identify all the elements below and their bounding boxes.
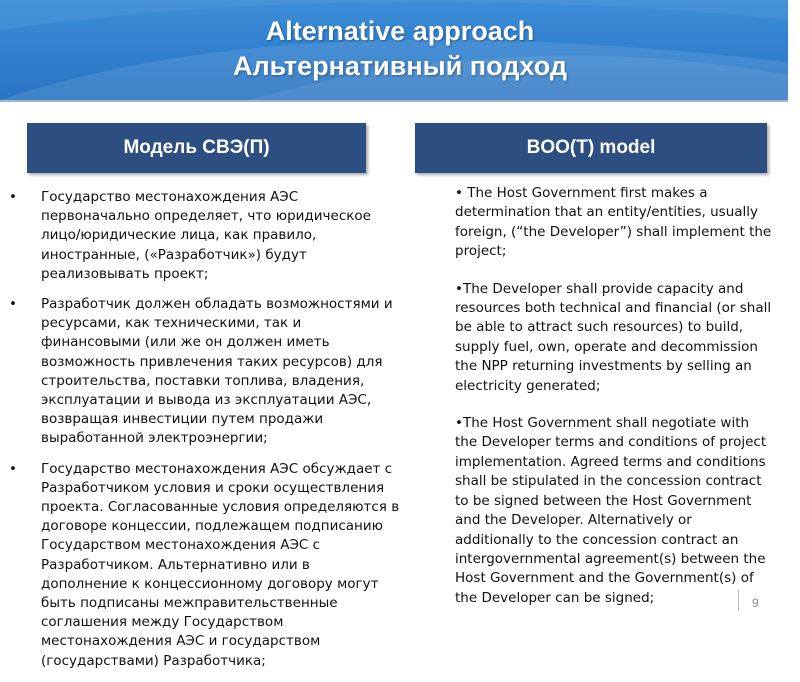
title-english: Alternative approach bbox=[265, 16, 535, 46]
bullet-icon: • bbox=[9, 189, 17, 205]
page-number-divider bbox=[738, 590, 739, 611]
right-list-item: •The Developer shall provide capacity and resources both technical and financial (or shall be able to attract such resources) to build, supply fuel, own, operate and decommission the NPP returning investments by selling an electricity generated; bbox=[455, 280, 772, 394]
left-list-item bbox=[5, 460, 400, 671]
slide-header bbox=[0, 0, 788, 100]
right-list-item: • The Host Government first makes a determination that an entity/entities, usually foreign, (“the Developer”) shall implement the project; bbox=[455, 185, 772, 260]
left-list-item bbox=[5, 295, 400, 449]
right-list-item: •The Host Government shall negotiate with the Developer terms and conditions of project implementation. Agreed terms and conditions shall be stipulated in the concession contract to be signed between the Host Government and the Developer. Alternatively or additionally to the concession contract an intergovernmental agreement(s) between the Host Government and the Government(s) of the Developer can be signed; bbox=[455, 415, 767, 606]
left-column-header: Модель СВЭ(П) bbox=[27, 123, 366, 173]
title-russian: Альтернативный подход bbox=[232, 51, 568, 81]
left-list-item bbox=[5, 188, 400, 284]
left-item-text: Государство местонахождения АЭС первоначально определяет, что юридическое лицо/юридические лица, как правило, иностранные, («Разработчик») будут реализовывать проект; bbox=[41, 189, 371, 282]
header-divider bbox=[0, 100, 788, 102]
right-column-header: BOO(T) model bbox=[415, 123, 767, 173]
right-bullet-list bbox=[455, 184, 773, 626]
left-bullet-list bbox=[5, 188, 400, 682]
left-item-text: Разработчик должен обладать возможностями и ресурсами, как техническими, так и финансовыми (или же он должен иметь возможность привлечения таких ресурсов) для строительства, поставки топлива, владения, эксплуатации и вывода из эксплуатации АЭС, возвращая инвестиции путем продажи выработанной электроэнергии; bbox=[41, 296, 393, 447]
page-number: 9 bbox=[752, 596, 759, 610]
bullet-icon: • bbox=[9, 296, 17, 313]
left-item-text: Государство местонахождения АЭС обсуждает с Разработчиком условия и сроки осуществления проекта. Согласованные условия определяются в договоре концессии, подлежащем подписанию Государством местонахождения АЭС с Разработчиком. Альтернативно или в дополнение к концессионному договору могут быть подписаны межправительственные соглашения между Государством местонахождения АЭС и государством (государствами) Разработчика; bbox=[41, 460, 400, 669]
bullet-icon: • bbox=[9, 460, 17, 477]
